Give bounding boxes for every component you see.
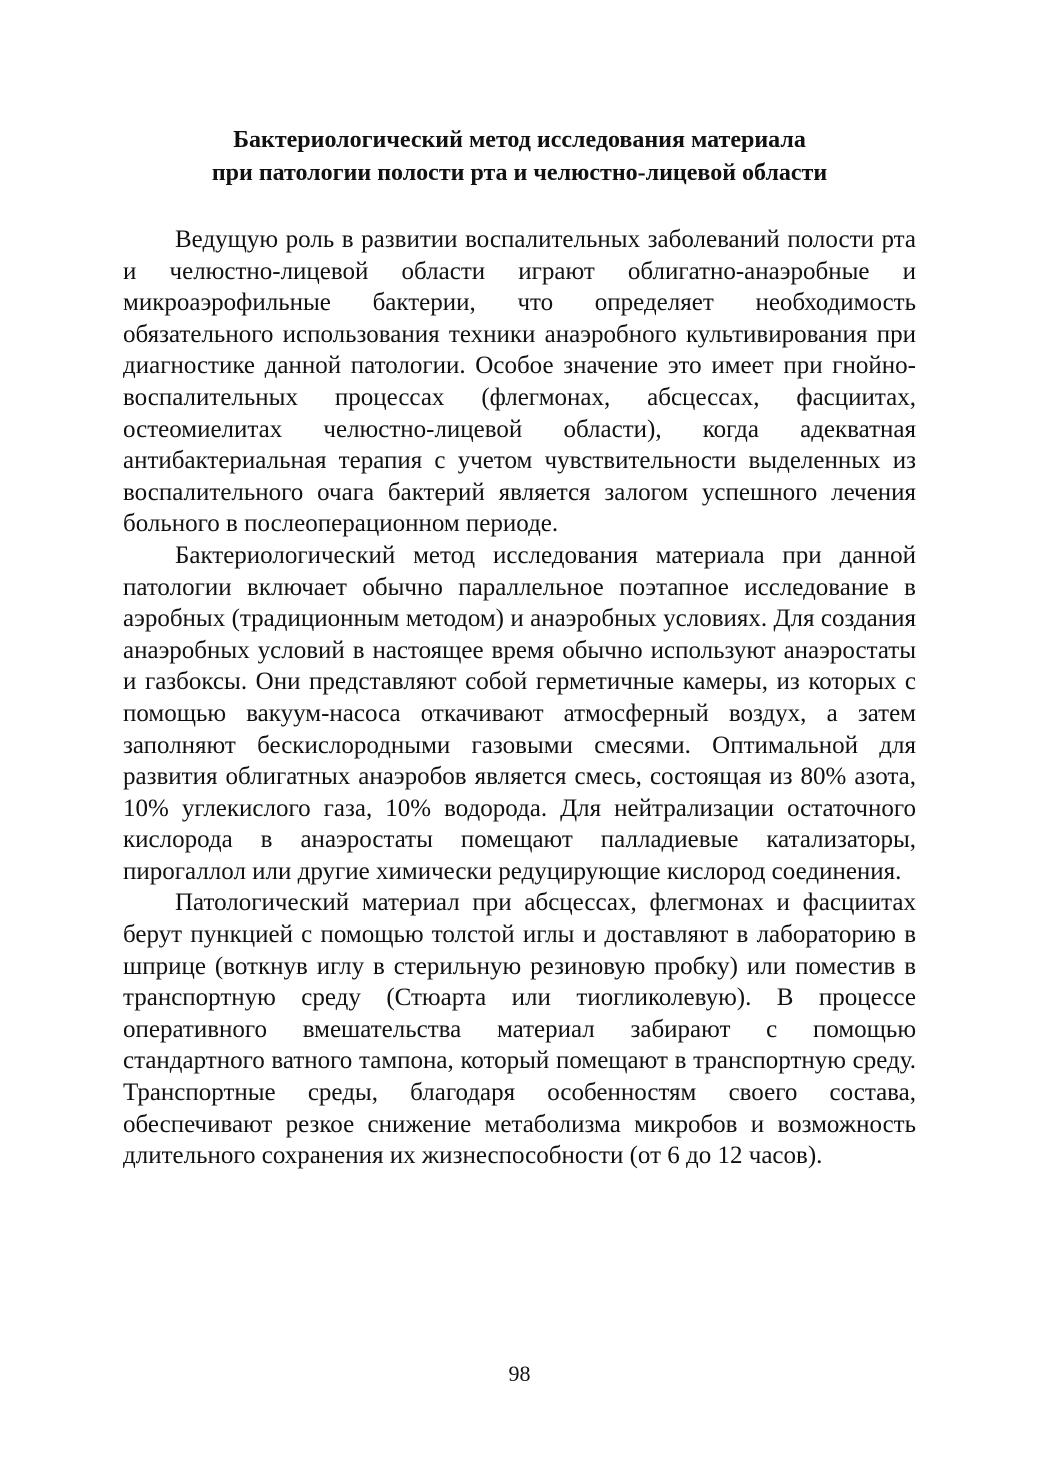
section-title-line-1: Бактериологический метод исследования материала: [233, 127, 806, 153]
paragraph-2: Бактериологический метод исследования материала при данной патологии включает обычно параллельное поэтапное исследование в аэробных (традиционным методом) и анаэробных условиях. Для создания анаэробных условий в настоящее время обычно используют анаэростаты и газбоксы. Они представляют собой герметичные камеры, из которых с помощью вакуум-насоса откачивают атмосферный воздух, а затем заполняют бескислородными газовыми смесями. Оптимальной для развития облигатных анаэробов является смесь, состоящая из 80% азота, 10% углекислого газа, 10% водорода. Для нейтрализации остаточного кислорода в анаэростаты помещают палладиевые катализаторы, пирогаллол или другие химически редуцирующие кислород соединения.: [123, 541, 916, 885]
paragraph-3: Патологический материал при абсцессах, флегмонах и фасциитах берут пункцией с помощью толстой иглы и доставляют в лабораторию в шприце (воткнув иглу в стерильную резиновую пробку) или поместив в транспортную среду (Стюарта или тиогликолевую). В процессе оперативного вмешательства материал забирают с помощью стандартного ватного тампона, который помещают в транспортную среду. Транспортные среды, благодаря особенностям своего состава, обеспечивают резкое снижение метаболизма микробов и возможность длительного сохранения их жизнеспособности (от 6 до 12 часов).: [123, 889, 916, 1170]
page-number: 98: [508, 1361, 531, 1386]
body-text: [123, 224, 916, 1172]
section-title-line-2: при патологии полости рта и челюстно-лицевой области: [211, 160, 828, 186]
section-title: [123, 124, 916, 190]
paragraph-1: Ведущую роль в развитии воспалительных заболеваний полости рта и челюстно-лицевой области играют облигатно-анаэробные и микроаэрофильные бактерии, что определяет необходимость обязательного использования техники анаэробного культивирования при диагностике данной патологии. Особое значение это имеет при гнойно-воспалительных процессах (флегмонах, абсцессах, фасциитах, остеомиелитах челюстно-лицевой области), когда адекватная антибактериальная терапия с учетом чувствительности выделенных из воспалительного очага бактерий является залогом успешного лечения больного в послеоперационном периоде.: [123, 226, 916, 538]
